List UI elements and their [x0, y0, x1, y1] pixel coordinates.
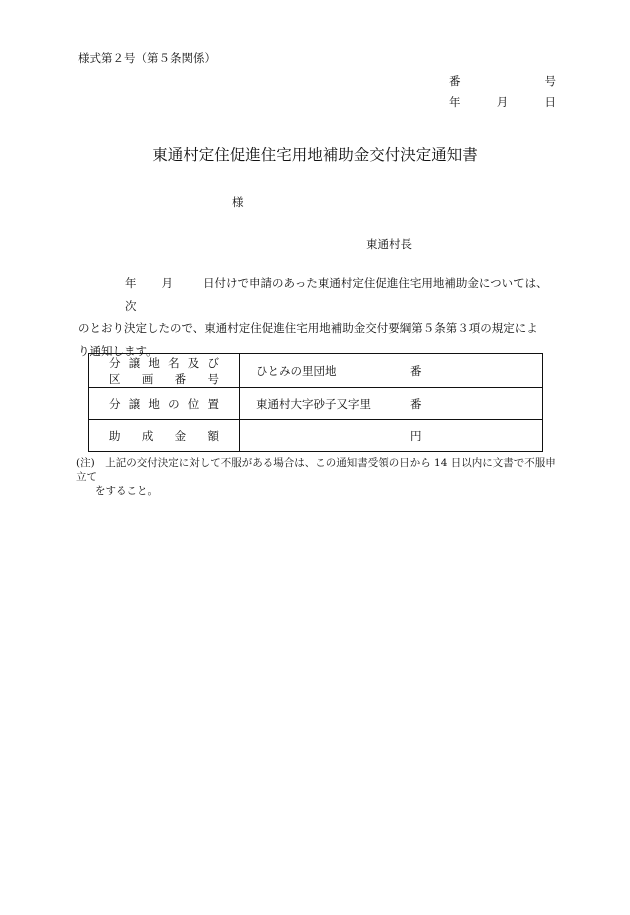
footnote-line2: をすること。 [95, 485, 158, 497]
addressee-suffix: 様 [232, 195, 244, 209]
lot-location-value [240, 388, 543, 420]
table-row [89, 388, 543, 420]
body-month: 月 [161, 276, 173, 290]
reference-number-label: 番 [449, 74, 461, 88]
lot-name-label: 分 譲 地 名 及 び 区 画 番 号 [89, 354, 240, 388]
body-line2: のとおり決定したので、東通村定住促進住宅用地補助金交付要綱第５条第３項の規定によ [78, 321, 538, 335]
grant-amount-label: 助 成 金 額 [89, 420, 240, 452]
sender-name: 東通村長 [366, 237, 412, 251]
grant-amount-unit: 円 [410, 428, 422, 443]
body-paragraph [78, 272, 558, 362]
reference-number-suffix: 号 [544, 74, 556, 88]
grant-amount-value [240, 420, 543, 452]
grant-info-table [88, 353, 543, 452]
date-day: 日 [544, 95, 556, 109]
reference-number [449, 73, 556, 89]
date-year: 年 [449, 95, 461, 109]
form-number: 様式第２号（第５条関係） [78, 51, 216, 65]
table-row [89, 354, 543, 388]
footnote-line1: (注) 上記の交付決定に対して不服がある場合は、この通知書受領の日から 14 日以内に文書で不服申立て [76, 457, 556, 483]
document-title: 東通村定住促進住宅用地補助金交付決定通知書 [152, 146, 478, 164]
date-month: 月 [496, 95, 509, 109]
lot-name-value [240, 354, 543, 388]
body-year: 年 [125, 276, 137, 290]
footnote [76, 456, 566, 498]
lot-name-unit: 番 [410, 363, 422, 378]
lot-location-unit: 番 [410, 396, 422, 411]
body-line3: り通知します。 [78, 343, 158, 358]
table-row [89, 420, 543, 452]
lot-name-text: ひとみの里団地 [256, 363, 337, 378]
lot-location-text: 東通村大字砂子又字里 [256, 396, 371, 411]
issue-date [449, 94, 556, 110]
lot-location-label: 分 譲 地 の 位 置 [89, 388, 240, 420]
body-line1: 日付けで申請のあった東通村定住促進住宅用地補助金については、次 [125, 276, 548, 313]
